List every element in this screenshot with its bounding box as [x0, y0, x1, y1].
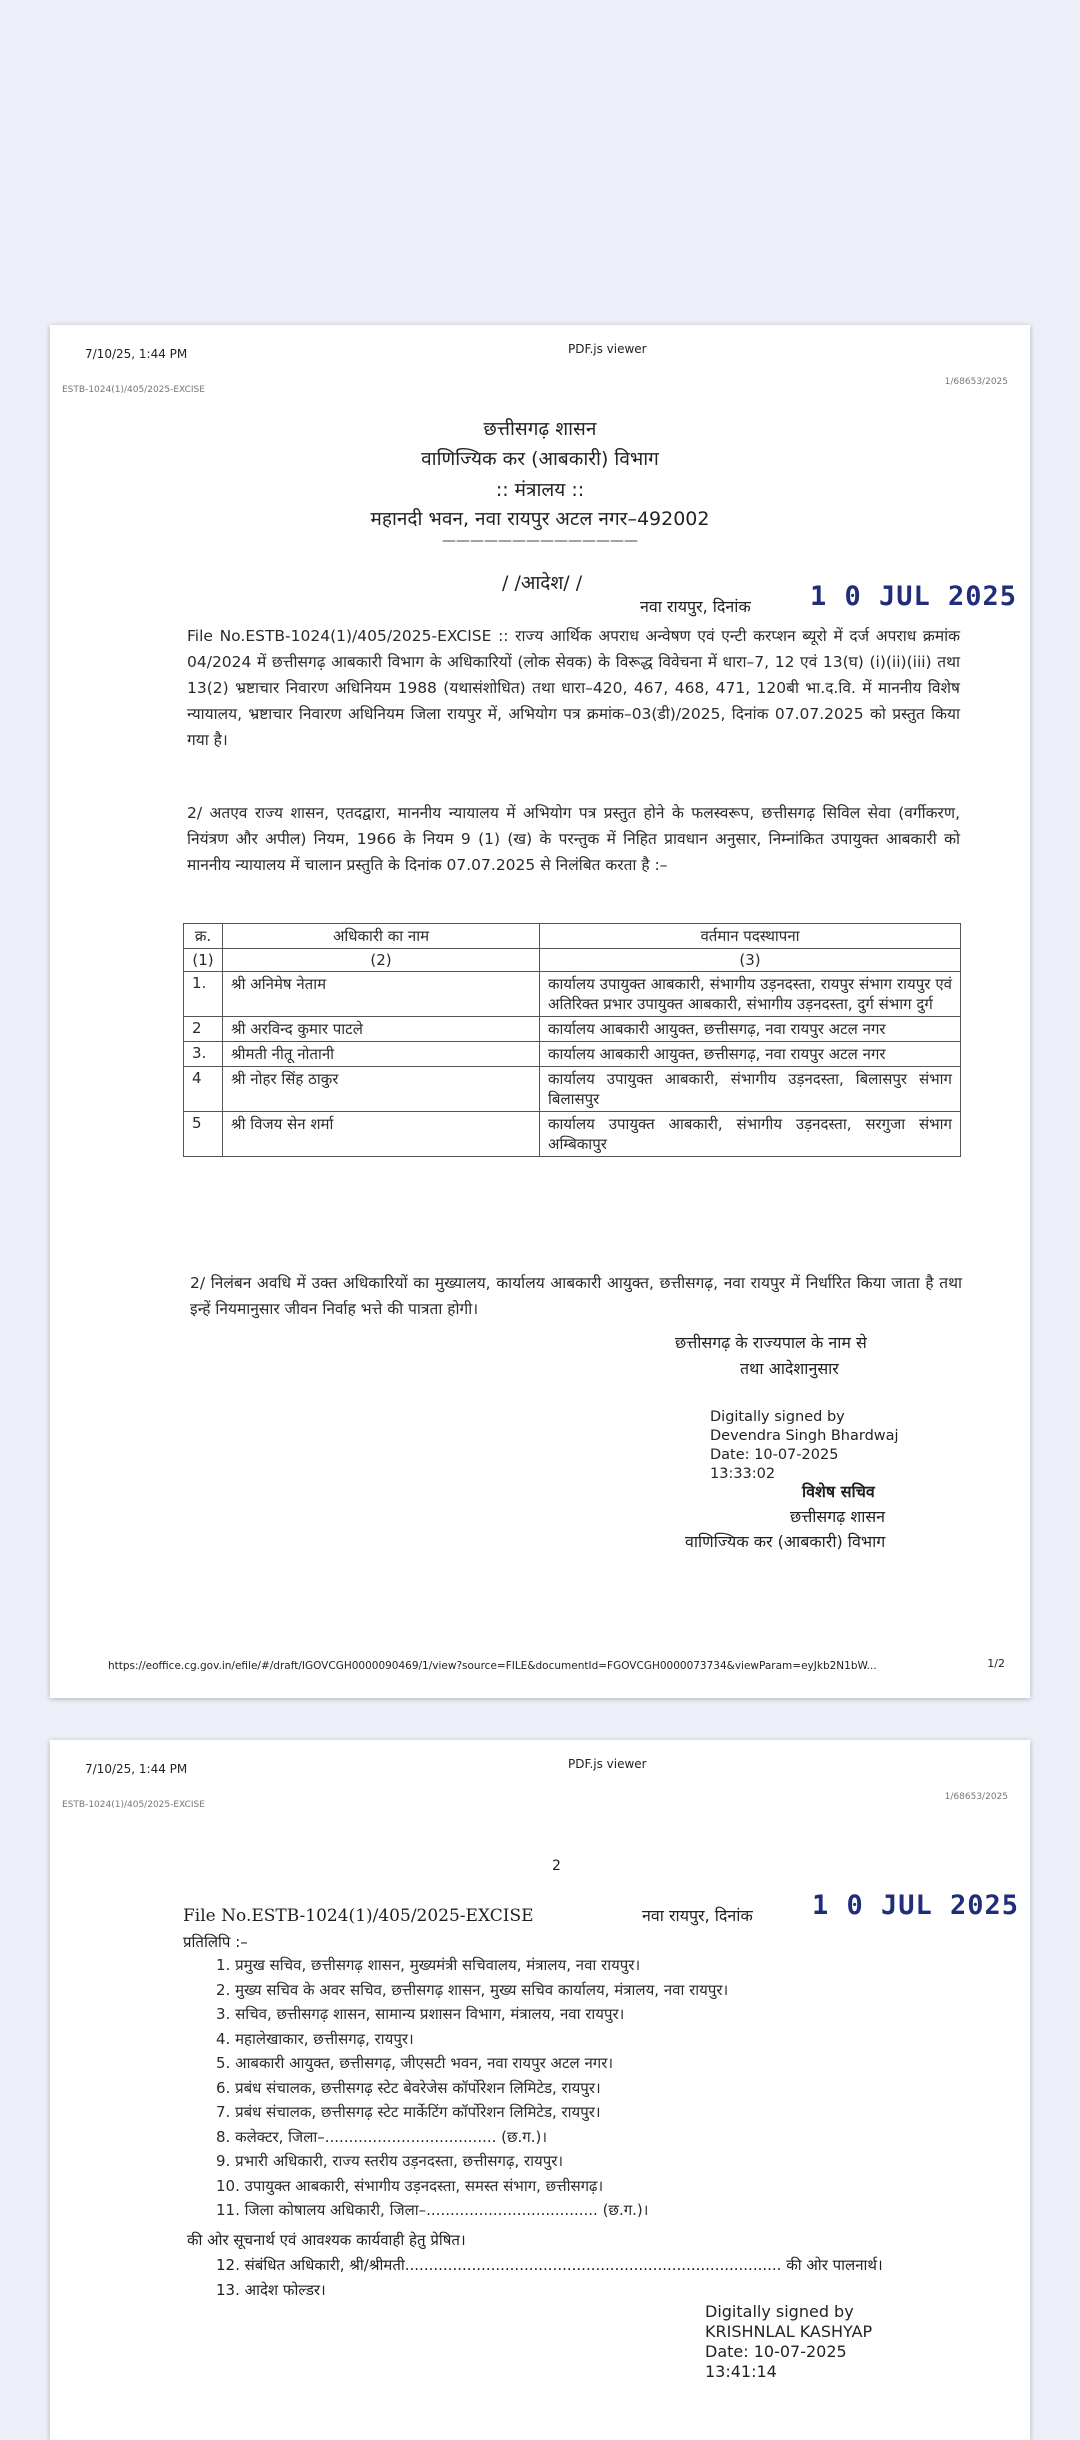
digital-signature-block — [705, 2302, 872, 2382]
document-page-2 — [50, 1740, 1030, 2440]
heading-ministry: :: मंत्रालय :: — [495, 479, 585, 501]
copy-label: प्रतिलिपि :– — [183, 1933, 248, 1951]
place-date-label: नवा रायपुर, दिनांक — [642, 1906, 753, 1925]
copy-recipients-list — [216, 1953, 728, 2223]
footer-url: https://eoffice.cg.gov.in/efile/#/draft/IGOVCGH0000090469/1/view?source=FILE&documentId=FGOVCGH0000073734&viewParam=eyJkb2N1bW... — [108, 1660, 877, 1672]
viewer-title: PDF.js viewer — [568, 342, 647, 356]
header-serial: क्र. — [184, 924, 223, 949]
table-row — [184, 1042, 961, 1067]
order-paragraph-2: 2/ अतएव राज्य शासन, एतदद्वारा, माननीय न्यायालय में अभियोग पत्र प्रस्तुत होने के फलस्वरूप, छत्तीसगढ़ सिविल सेवा (वर्गीकरण, नियंत्रण और अपील) नियम, 1966 के नियम 9 (1) (ख) के परन्तुक में निहित प्रावधान अनुसार, निम्नांकित उपायुक्त आबकारी को माननीय न्यायालय में चालान प्रस्तुति के दिनांक 07.07.2025 से निलंबित करता है :– — [187, 804, 960, 874]
file-reference-right: 1/68653/2025 — [944, 1792, 1008, 1802]
table-header-row — [184, 924, 961, 949]
list-item: 10. उपायुक्त आबकारी, संभागीय उड़नदस्ता, समस्त संभाग, छत्तीसगढ़। — [216, 2176, 604, 2195]
col-number: (3) — [540, 949, 961, 972]
table-row — [184, 1017, 961, 1042]
row-officer-name: श्री अरविन्द कुमार पाटले — [223, 1017, 540, 1042]
list-item: 11. जिला कोषालय अधिकारी, जिला–.................................... (छ.ग.)। — [216, 2201, 649, 2219]
col-number: (2) — [223, 949, 540, 972]
table-row — [184, 1112, 961, 1157]
heading-rule: —————————————— — [442, 533, 638, 549]
information-line: की ओर सूचनार्थ एवं आवश्यक कार्यवाही हेतु प्रेषित। — [187, 2231, 466, 2249]
officers-table — [183, 923, 961, 1157]
row-officer-name: श्री नोहर सिंह ठाकुर — [223, 1067, 540, 1112]
file-reference-left: ESTB-1024(1)/405/2025-EXCISE — [62, 385, 205, 395]
header-officer-name: अधिकारी का नाम — [223, 924, 540, 949]
table-number-row — [184, 949, 961, 972]
signature-name: Devendra Singh Bhardwaj — [710, 1428, 899, 1444]
print-timestamp: 7/10/25, 1:44 PM — [85, 1762, 188, 1776]
closing-governor-line: छत्तीसगढ़ के राज्यपाल के नाम से — [675, 1333, 867, 1352]
row-posting: कार्यालय आबकारी आयुक्त, छत्तीसगढ़, नवा रायपुर अटल नगर — [540, 1017, 961, 1042]
date-stamp: 1 0 JUL 2025 — [810, 581, 1018, 612]
list-item: 12. संबंधित अधिकारी, श्री/श्रीमती............................................................................... की ओर पालनार्थ। — [216, 2256, 883, 2274]
designation-department: वाणिज्यिक कर (आबकारी) विभाग — [685, 1532, 886, 1551]
file-reference-left: ESTB-1024(1)/405/2025-EXCISE — [62, 1800, 205, 1810]
digital-signature-block — [710, 1408, 899, 1484]
row-serial: 4 — [184, 1067, 223, 1112]
row-posting: कार्यालय उपायुक्त आबकारी, संभागीय उड़नदस्ता, बिलासपुर संभाग बिलासपुर — [540, 1067, 961, 1112]
document-page-1 — [50, 325, 1030, 1698]
signature-time: 13:41:14 — [705, 2362, 777, 2381]
list-item: 5. आबकारी आयुक्त, छत्तीसगढ़, जीएसटी भवन, नवा रायपुर अटल नगर। — [216, 2054, 614, 2072]
list-item: 2. मुख्य सचिव के अवर सचिव, छत्तीसगढ़ शासन, मुख्य सचिव कार्यालय, मंत्रालय, नवा रायपुर। — [216, 1980, 729, 1999]
designation-special-secretary: विशेष सचिव — [802, 1482, 875, 1501]
signature-date: Date: 10-07-2025 — [705, 2342, 847, 2361]
signature-date: Date: 10-07-2025 — [710, 1447, 839, 1463]
list-item: 7. प्रबंध संचालक, छत्तीसगढ़ स्टेट मार्केटिंग कॉर्पोरेशन लिमिटेड, रायपुर। — [216, 2103, 601, 2121]
date-stamp: 1 0 JUL 2025 — [812, 1890, 1020, 1921]
row-officer-name: श्री विजय सेन शर्मा — [223, 1112, 540, 1157]
row-serial: 2 — [184, 1017, 223, 1042]
list-item: 3. सचिव, छत्तीसगढ़ शासन, सामान्य प्रशासन विभाग, मंत्रालय, नवा रायपुर। — [216, 2005, 625, 2023]
row-serial: 3. — [184, 1042, 223, 1067]
heading-department: वाणिज्यिक कर (आबकारी) विभाग — [421, 448, 659, 470]
file-reference-right: 1/68653/2025 — [944, 377, 1008, 387]
signature-time: 13:33:02 — [710, 1466, 776, 1482]
closing-order-line: तथा आदेशानुसार — [740, 1359, 839, 1378]
viewer-title: PDF.js viewer — [568, 1757, 647, 1771]
row-officer-name: श्रीमती नीतू नोतानी — [223, 1042, 540, 1067]
signature-name: KRISHNLAL KASHYAP — [705, 2322, 873, 2341]
row-serial: 1. — [184, 972, 223, 1017]
table-row — [184, 1067, 961, 1112]
signature-line: Digitally signed by — [705, 2302, 854, 2321]
row-posting: कार्यालय उपायुक्त आबकारी, संभागीय उड़नदस्ता, रायपुर संभाग रायपुर एवं अतिरिक्त प्रभार उपायुक्त आबकारी, संभागीय उड़नदस्ता, दुर्ग संभाग दुर्ग — [540, 972, 961, 1017]
table-row — [184, 972, 961, 1017]
row-posting: कार्यालय उपायुक्त आबकारी, संभागीय उड़नदस्ता, सरगुजा संभाग अम्बिकापुर — [540, 1112, 961, 1157]
row-officer-name: श्री अनिमेष नेताम — [223, 972, 540, 1017]
col-number: (1) — [184, 949, 223, 972]
print-timestamp: 7/10/25, 1:44 PM — [85, 347, 188, 361]
page-number: 1/2 — [987, 1657, 1005, 1670]
order-title: / /आदेश/ / — [502, 572, 583, 594]
list-item: 9. प्रभारी अधिकारी, राज्य स्तरीय उड़नदस्ता, छत्तीसगढ़, रायपुर। — [216, 2152, 564, 2170]
list-item: 13. आदेश फोल्डर। — [216, 2281, 326, 2299]
order-paragraph-3: 2/ निलंबन अवधि में उक्त अधिकारियों का मुख्यालय, कार्यालय आबकारी आयुक्त, छत्तीसगढ़, नवा रायपुर में निर्धारित किया जाता है तथा इन्हें नियमानुसार जीवन निर्वाह भत्ते की पात्रता होगी। — [190, 1274, 962, 1318]
order-paragraph-1: File No.ESTB-1024(1)/405/2025-EXCISE :: राज्य आर्थिक अपराध अन्वेषण एवं एन्टी करप्शन ब्यूरो में दर्ज अपराध क्रमांक 04/2024 में छत्तीसगढ़ आबकारी विभाग के अधिकारियों (लोक सेवक) के विरूद्ध विवेचना में धारा–7, 12 एवं 13(घ) (i)(ii)(iii) तथा 13(2) भ्रष्टाचार निवारण अधिनियम 1988 (यथासंशोधित) तथा धारा–420, 467, 468, 471, 120बी भा.द.वि. में माननीय विशेष न्यायालय, भ्रष्टाचार निवारण अधिनियम जिला रायपुर में, अभियोग पत्र क्रमांक–03(डी)/2025, दिनांक 07.07.2025 को प्रस्तुत किया गया है। — [187, 627, 961, 749]
row-posting: कार्यालय आबकारी आयुक्त, छत्तीसगढ़, नवा रायपुर अटल नगर — [540, 1042, 961, 1067]
place-date-label: नवा रायपुर, दिनांक — [640, 597, 751, 616]
page-marker: 2 — [552, 1858, 561, 1874]
heading-government: छत्तीसगढ़ शासन — [483, 418, 597, 440]
designation-government: छत्तीसगढ़ शासन — [790, 1507, 886, 1526]
file-number: File No.ESTB-1024(1)/405/2025-EXCISE — [183, 1906, 534, 1926]
header-current-posting: वर्तमान पदस्थापना — [540, 924, 961, 949]
list-item: 8. कलेक्टर, जिला–.................................... (छ.ग.)। — [216, 2127, 548, 2146]
heading-address: महानदी भवन, नवा रायपुर अटल नगर–492002 — [370, 508, 710, 530]
signature-line: Digitally signed by — [710, 1409, 845, 1425]
list-item: 6. प्रबंध संचालक, छत्तीसगढ़ स्टेट बेवरेजेस कॉर्पोरेशन लिमिटेड, रायपुर। — [216, 2078, 601, 2097]
list-item: 4. महालेखाकार, छत्तीसगढ़, रायपुर। — [216, 2029, 414, 2048]
list-item: 1. प्रमुख सचिव, छत्तीसगढ़ शासन, मुख्यमंत्री सचिवालय, मंत्रालय, नवा रायपुर। — [216, 1956, 641, 1974]
row-serial: 5 — [184, 1112, 223, 1157]
